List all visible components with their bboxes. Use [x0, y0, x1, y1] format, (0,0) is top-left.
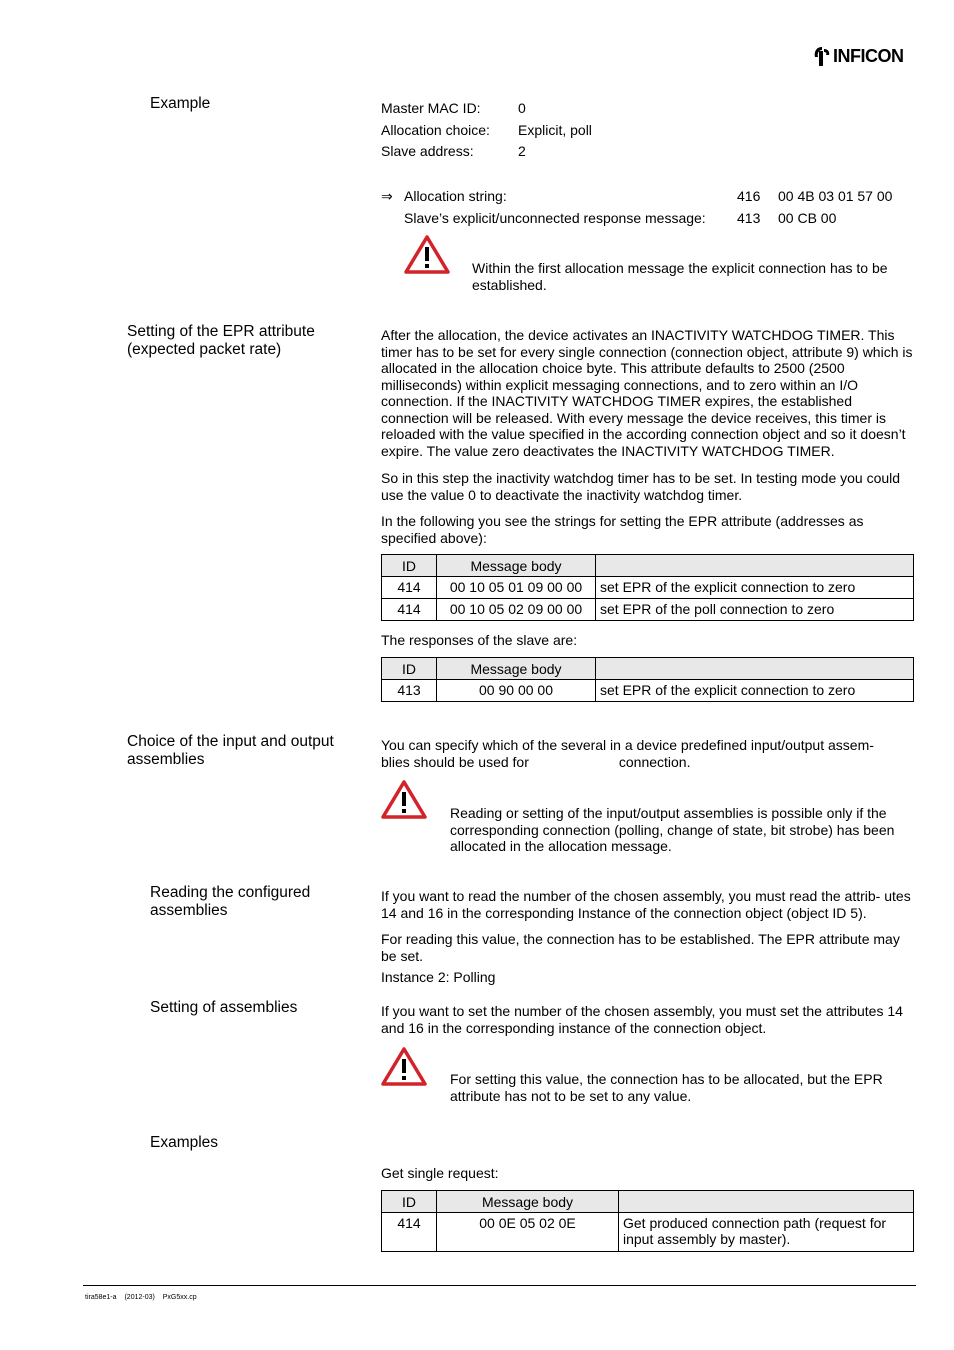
- param-row: [381, 98, 592, 120]
- reading-heading: Reading the configured assemblies: [150, 884, 311, 919]
- table-row: [382, 1213, 914, 1252]
- choice-heading: Choice of the input and output assemblies: [127, 733, 334, 768]
- warning-icon: [404, 234, 450, 274]
- col-header: ID: [382, 658, 437, 680]
- examples-heading: Examples: [150, 1134, 219, 1151]
- logo-text: INFICON: [833, 45, 904, 66]
- allocation-block: [381, 186, 915, 229]
- param-label: Allocation choice:: [381, 121, 490, 138]
- examples-paragraph: Get single request:: [381, 1165, 499, 1181]
- example-params: [381, 98, 592, 163]
- cell-id: 414: [382, 599, 437, 621]
- col-header: [596, 555, 914, 577]
- allocation-row: [381, 186, 915, 208]
- choice-line-end: connection.: [618, 753, 691, 770]
- epr-heading: Setting of the EPR attribute (expected packet rate): [127, 323, 315, 358]
- warning-text: For setting this value, the connection has to be allocated, but the EPR attribute has not to be set to any value.: [450, 1071, 883, 1104]
- epr-table: [381, 554, 914, 621]
- response-body: 00 CB 00: [778, 209, 837, 226]
- table-header-row: [382, 1191, 914, 1213]
- table-header-row: [382, 555, 914, 577]
- setting-heading: Setting of assemblies: [150, 999, 298, 1016]
- warning-text: Reading or setting of the input/output assemblies is possible only if the corresponding connection (polling, change of state, bit strobe) has been allocated in the allocation message.: [450, 805, 895, 854]
- epr-response-table: [381, 657, 914, 702]
- reading-paragraph: If you want to read the number of the chosen assembly, you must read the attrib- utes 14 and 16 in the corresponding Instance of the connection object (object ID 5).: [381, 888, 911, 921]
- col-header: Message body: [437, 1191, 619, 1213]
- param-value: Explicit, poll: [518, 121, 592, 138]
- examples-table: [381, 1190, 914, 1252]
- footer-text: tira58e1-a (2012-03) PxG5xx.cp: [85, 1294, 197, 1301]
- allocation-body: 00 4B 03 01 57 00: [778, 188, 893, 204]
- reading-paragraph: Instance 2: Polling: [381, 969, 496, 985]
- footer-divider: [83, 1285, 916, 1286]
- cell-body: 00 0E 05 02 0E: [437, 1213, 619, 1252]
- choice-line: You can specify which of the several in a device predefined input/output assem-: [381, 737, 874, 753]
- table-row: [382, 599, 914, 621]
- choice-paragraph: [381, 737, 915, 770]
- table-row: [382, 680, 914, 702]
- param-label: Master MAC ID:: [381, 100, 481, 116]
- cell-desc: Get produced connection path (request for input assembly by master).: [619, 1213, 914, 1252]
- warning-icon: [381, 779, 427, 819]
- setting-paragraph: If you want to set the number of the chosen assembly, you must set the attributes 14 and 16 in the corresponding instance of the connection object.: [381, 1003, 903, 1036]
- example-heading: Example: [150, 95, 211, 112]
- response-id: 413: [737, 209, 761, 226]
- reading-paragraph: For reading this value, the connection has to be established. The EPR attribute may be set.: [381, 931, 900, 964]
- table-header-row: [382, 658, 914, 680]
- param-label: Slave address:: [381, 143, 474, 159]
- cell-body: 00 10 05 02 09 00 00: [437, 599, 596, 621]
- warning-icon: [381, 1046, 427, 1086]
- param-value: 0: [518, 100, 526, 116]
- cell-body: 00 10 05 01 09 00 00: [437, 577, 596, 599]
- col-header: Message body: [437, 555, 596, 577]
- cell-desc: set EPR of the poll connection to zero: [596, 599, 914, 621]
- epr-paragraph: The responses of the slave are:: [381, 632, 578, 648]
- warning-text: Within the first allocation message the explicit connection has to be established.: [472, 260, 888, 293]
- cell-body: 00 90 00 00: [437, 680, 596, 702]
- allocation-id: 416: [737, 188, 761, 204]
- col-header: Message body: [437, 658, 596, 680]
- col-header: [619, 1191, 914, 1213]
- table-row: [382, 577, 914, 599]
- arrow-icon: ⇒: [381, 188, 393, 204]
- response-row: [381, 208, 915, 230]
- cell-id: 413: [382, 680, 437, 702]
- col-header: ID: [382, 1191, 437, 1213]
- epr-paragraph: After the allocation, the device activates an INACTIVITY WATCHDOG TIMER. This timer has to be set for every single connection (connection object, attribute 9) which is allocated in the allocation choice byte. This attribute defaults to 2500 (2500 milliseconds) within explicit messaging connections, and to zero within an I/O connection. If the INACTIVITY WATCHDOG TIMER expires, the established connection will be released. With every message the device receives, this timer is reloaded with the value specified in the according connection object and so it doesn’t expire. The value zero deactivates the INACTIVITY WATCHDOG TIMER.: [381, 327, 913, 459]
- epr-paragraph: So in this step the inactivity watchdog timer has to be set. In testing mode you could use the value 0 to deactivate the inactivity watchdog timer.: [381, 470, 901, 503]
- epr-paragraph: In the following you see the strings for setting the EPR attribute (addresses as specified above):: [381, 513, 864, 546]
- response-label: Slave’s explicit/unconnected response message:: [404, 209, 706, 226]
- inficon-logo: [813, 44, 904, 68]
- choice-line-2: [381, 754, 915, 771]
- col-header: [596, 658, 914, 680]
- cell-id: 414: [382, 1213, 437, 1252]
- col-header: ID: [382, 555, 437, 577]
- cell-desc: set EPR of the explicit connection to zero: [596, 680, 914, 702]
- param-row: [381, 120, 592, 142]
- choice-line-start: blies should be used for: [381, 753, 529, 770]
- cell-desc: set EPR of the explicit connection to zero: [596, 577, 914, 599]
- param-value: 2: [518, 143, 526, 159]
- allocation-label: Allocation string:: [404, 188, 507, 204]
- cell-id: 414: [382, 577, 437, 599]
- param-row: [381, 141, 592, 163]
- inficon-logo-mark-icon: [813, 45, 831, 67]
